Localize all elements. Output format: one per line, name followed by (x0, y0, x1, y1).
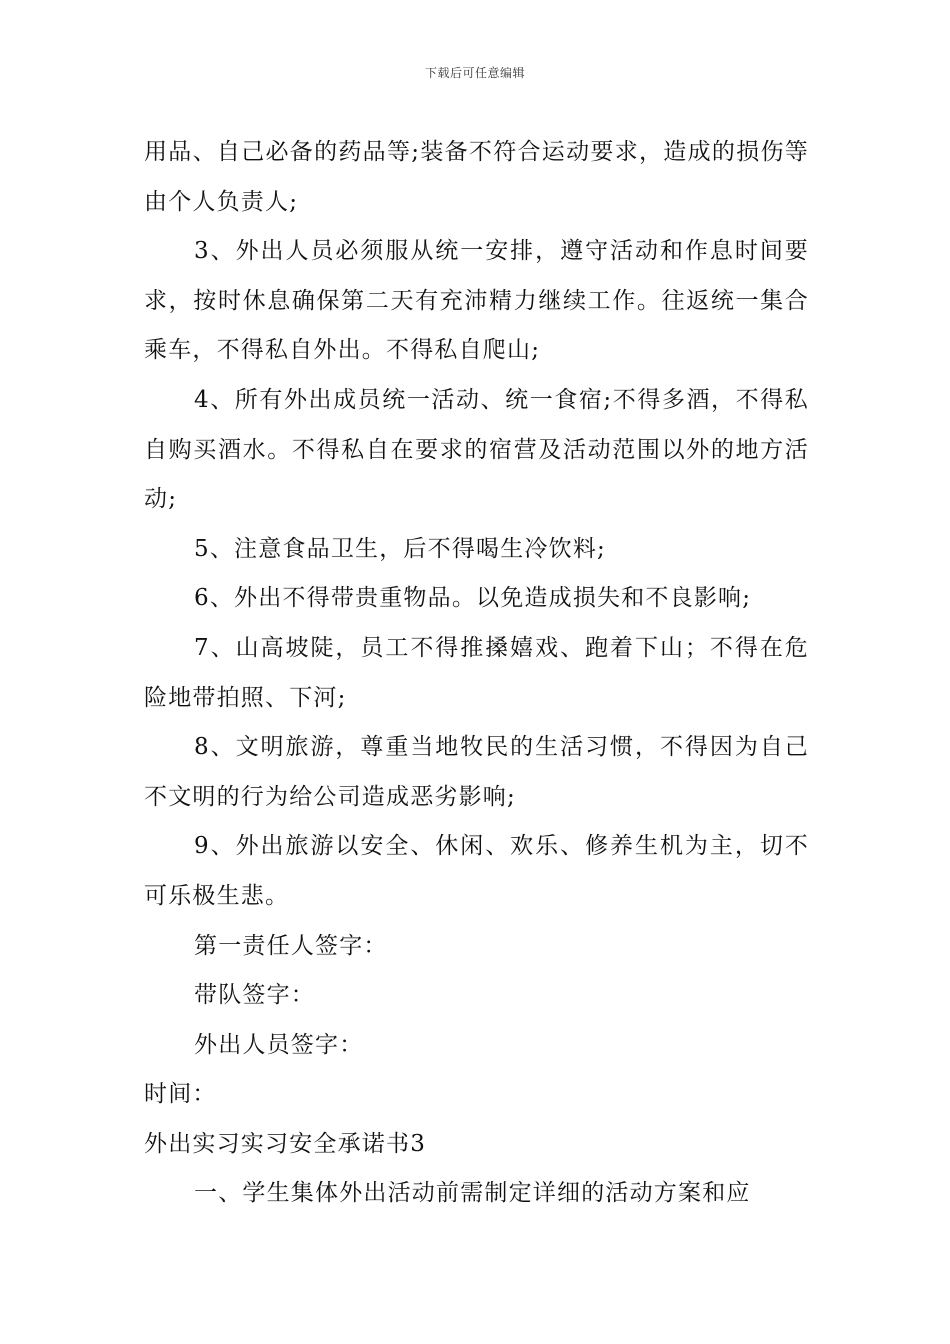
paragraph-item-9: 9、外出旅游以安全、休闲、欢乐、修养生机为主，切不可乐极生悲。 (144, 833, 809, 909)
paragraph-item-8: 8、文明旅游，尊重当地牧民的生活习惯，不得因为自己不文明的行为给公司造成恶劣影响; (144, 734, 809, 810)
paragraph-equipment-continued: 用品、自己必备的药品等;装备不符合运动要求，造成的损伤等由个人负责人; (144, 139, 809, 215)
document-body (144, 128, 809, 1219)
paragraph-item-4: 4、所有外出成员统一活动、统一食宿;不得多酒，不得私自购买酒水。不得私自在要求的宿营及活动范围以外的地方活动; (144, 386, 809, 513)
signature-team-leader: 带队签字： (194, 982, 315, 1009)
paragraph-item-6: 6、外出不得带贵重物品。以免造成损失和不良影响; (194, 585, 752, 612)
paragraph-item-7: 7、山高坡陡，员工不得推搡嬉戏、跑着下山；不得在危险地带拍照、下河; (144, 634, 809, 711)
date-line: 时间： (144, 1081, 217, 1108)
page-header: 下载后可任意编辑 (424, 66, 525, 80)
paragraph-section-1: 一、学生集体外出活动前需制定详细的活动方案和应 (194, 1180, 751, 1207)
signature-primary-responsible: 第一责任人签字： (194, 932, 388, 959)
section-title: 外出实习实习安全承诺书3 (144, 1130, 427, 1157)
paragraph-item-3: 3、外出人员必须服从统一安排，遵守活动和作息时间要求，按时休息确保第二天有充沛精力继续工作。往返统一集合乘车，不得私自外出。不得私自爬山; (144, 238, 809, 364)
signature-participants: 外出人员签字： (194, 1031, 364, 1058)
paragraph-item-5: 5、注意食品卫生，后不得喝生冷饮料; (194, 535, 606, 562)
